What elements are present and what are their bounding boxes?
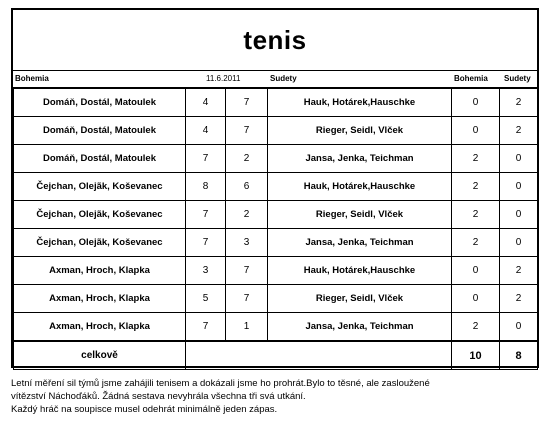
commentary-line: vítězství Náchoďáků. Žádná sestava nevyhrála všechna tři svá utkání. [11, 391, 306, 402]
points-sudety: 2 [500, 89, 538, 117]
sheet-title: tenis [243, 24, 307, 55]
right-doubles-team: Hauk, Hotárek,Hauschke [268, 257, 452, 285]
left-doubles-team: Čejchan, Olejãk, Koševanec [14, 173, 186, 201]
points-sudety: 0 [500, 145, 538, 173]
match-date: 11.6.2011 [206, 74, 241, 83]
match-commentary [11, 377, 541, 416]
table-row [14, 229, 538, 257]
right-score: 1 [226, 313, 268, 342]
left-doubles-team: Čejchan, Olejãk, Koševanec [14, 201, 186, 229]
right-doubles-team: Jansa, Jenka, Teichman [268, 229, 452, 257]
right-score: 6 [226, 173, 268, 201]
right-doubles-team: Rieger, Seidl, Vlček [268, 201, 452, 229]
points-sudety-header: Sudety [504, 74, 531, 83]
left-score: 3 [186, 257, 226, 285]
right-score: 7 [226, 285, 268, 313]
table-row [14, 173, 538, 201]
right-doubles-team: Hauk, Hotárek,Hauschke [268, 173, 452, 201]
points-bohemia: 2 [452, 229, 500, 257]
total-sudety: 8 [500, 341, 538, 370]
total-row [14, 341, 538, 370]
right-score: 7 [226, 117, 268, 145]
points-bohemia-header: Bohemia [454, 74, 488, 83]
right-team-header: Sudety [270, 74, 297, 83]
table-row [14, 313, 538, 342]
header-row [13, 70, 537, 88]
points-sudety: 0 [500, 173, 538, 201]
right-score: 7 [226, 89, 268, 117]
table-row [14, 257, 538, 285]
right-doubles-team: Jansa, Jenka, Teichman [268, 313, 452, 342]
points-bohemia: 2 [452, 313, 500, 342]
points-bohemia: 2 [452, 145, 500, 173]
commentary-line: Letní měření sil týmů jsme zahájili tenisem a dokázali jsme ho prohrát.Bylo to těsné, ale zasloužené [11, 378, 430, 389]
points-sudety: 2 [500, 285, 538, 313]
commentary-line: Každý hráč na soupisce musel odehrát minimálně jeden zápas. [11, 404, 278, 415]
right-score: 7 [226, 257, 268, 285]
right-score: 3 [226, 229, 268, 257]
left-doubles-team: Domáň, Dostál, Matoulek [14, 117, 186, 145]
left-team-header: Bohemia [15, 74, 49, 83]
points-sudety: 2 [500, 257, 538, 285]
left-score: 7 [186, 313, 226, 342]
right-doubles-team: Rieger, Seidl, Vlček [268, 285, 452, 313]
left-score: 7 [186, 229, 226, 257]
total-bohemia: 10 [452, 341, 500, 370]
points-sudety: 0 [500, 313, 538, 342]
table-row [14, 145, 538, 173]
total-empty-cell [186, 341, 452, 370]
left-doubles-team: Domáň, Dostál, Matoulek [14, 89, 186, 117]
points-sudety: 2 [500, 117, 538, 145]
points-bohemia: 0 [452, 285, 500, 313]
left-score: 7 [186, 201, 226, 229]
score-sheet [11, 8, 539, 368]
left-doubles-team: Čejchan, Olejãk, Koševanec [14, 229, 186, 257]
points-sudety: 0 [500, 201, 538, 229]
left-score: 8 [186, 173, 226, 201]
left-doubles-team: Axman, Hroch, Klapka [14, 285, 186, 313]
left-doubles-team: Domáň, Dostál, Matoulek [14, 145, 186, 173]
table-row [14, 285, 538, 313]
results-table [13, 88, 538, 370]
left-doubles-team: Axman, Hroch, Klapka [14, 257, 186, 285]
left-score: 4 [186, 89, 226, 117]
points-bohemia: 0 [452, 117, 500, 145]
points-bohemia: 0 [452, 257, 500, 285]
points-sudety: 0 [500, 229, 538, 257]
total-label: celkově [14, 341, 186, 370]
right-score: 2 [226, 145, 268, 173]
left-doubles-team: Axman, Hroch, Klapka [14, 313, 186, 342]
left-score: 4 [186, 117, 226, 145]
right-doubles-team: Hauk, Hotárek,Hauschke [268, 89, 452, 117]
points-bohemia: 2 [452, 173, 500, 201]
table-row [14, 89, 538, 117]
right-doubles-team: Rieger, Seidl, Vlček [268, 117, 452, 145]
right-score: 2 [226, 201, 268, 229]
points-bohemia: 2 [452, 201, 500, 229]
left-score: 5 [186, 285, 226, 313]
points-bohemia: 0 [452, 89, 500, 117]
table-row [14, 201, 538, 229]
right-doubles-team: Jansa, Jenka, Teichman [268, 145, 452, 173]
table-row [14, 117, 538, 145]
left-score: 7 [186, 145, 226, 173]
